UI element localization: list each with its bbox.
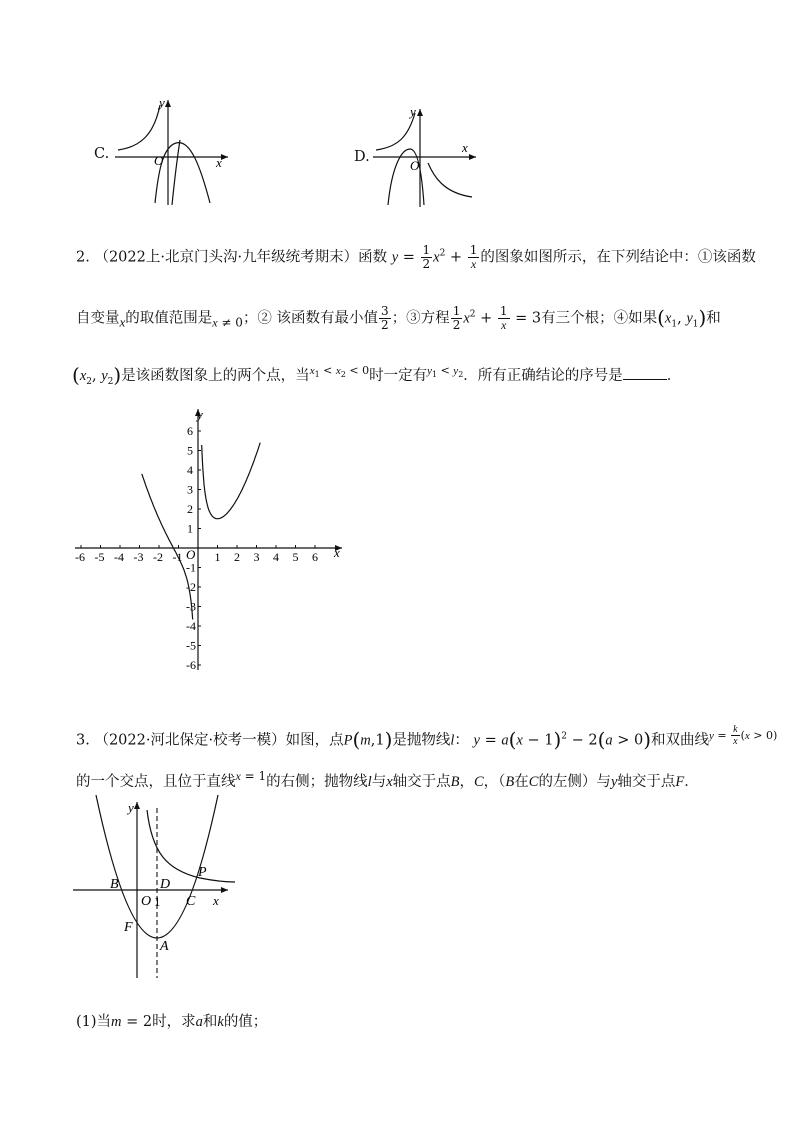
q2-x-tick: 4 (273, 550, 279, 564)
q2-line1: 2. （2022上·北京门头沟·九年级统考期末）函数 y = $\frac{1}{2}$ $x^2$ + $\frac{1}{x}$ 的图象如图所示，在下列结论中：①该函数 (76, 243, 756, 271)
q2-y-tick: -5 (186, 638, 196, 653)
q2-y-axis-label: y (197, 407, 203, 422)
svg-text:y: y (159, 95, 165, 110)
q2-x-tick: -3 (133, 550, 144, 564)
q3-line2: 的一个交点，且位于直线$^{x = 1}$的右侧；抛物线l与x轴交于点B，C，（B在C的左侧）与y轴交于点F． (76, 769, 699, 790)
q3-point-b: B (110, 877, 119, 892)
q2-x-tick: -1 (172, 550, 183, 564)
q3-point-d: D (160, 877, 171, 892)
q2-y-tick: 3 (187, 482, 193, 497)
q3-figure (70, 790, 240, 980)
q3-origin: O (141, 894, 152, 909)
q2-x-tick: 5 (292, 550, 299, 564)
q3-x-label: x (213, 893, 219, 908)
q2-function-graph (70, 405, 360, 675)
q2-y-tick: -1 (186, 560, 196, 575)
q2-x-tick: -6 (75, 550, 85, 564)
q2-line3: ($x_2$, $y_2$)是该函数图象上的两个点，当$^{x_1 < x_2 < 0}$时一定有$^{y_1 < y_2}$．所有正确结论的序号是 ． (72, 363, 682, 387)
q2-y-tick: -3 (186, 599, 196, 614)
q2-x-tick: -2 (153, 550, 163, 564)
q2-y-tick: 6 (187, 424, 193, 438)
q2-number: 2. (76, 249, 90, 266)
q2-y-tick: 2 (187, 502, 193, 516)
svg-text:x: x (216, 155, 222, 170)
q2-y-tick: 1 (187, 521, 193, 536)
q2-x-tick: -4 (114, 550, 124, 564)
q2-x-tick: 3 (253, 550, 260, 564)
q3-point-a: A (160, 939, 169, 954)
q3-line1: 3. （2022·河北保定·校考一模）如图，点P(m,1)是抛物线l： $y = a(x - 1)^2 - 2(a > 0)$和双曲线$^{y = \frac{k}{x} (x > 0)}$ (76, 724, 778, 752)
q2-y-tick: 5 (187, 443, 193, 458)
q2-x-tick: -5 (94, 550, 105, 564)
option-c-label: C. (94, 146, 110, 162)
q2-y-tick: -4 (186, 619, 196, 633)
q2-y-tick: 4 (187, 463, 193, 477)
svg-text:x: x (462, 140, 468, 155)
option-d-graph (368, 105, 483, 210)
q3-one-label: 1 (154, 894, 161, 909)
option-d-label: D. (354, 149, 370, 165)
q2-y-tick: -2 (186, 580, 196, 594)
svg-text:O: O (154, 153, 164, 168)
answer-blank[interactable] (623, 367, 667, 380)
q3-y-label: y (128, 800, 134, 815)
q3-part1: (1)当m = 2时，求a和k的值； (76, 1014, 268, 1030)
q3-point-p: P (198, 865, 207, 880)
option-c-graph (110, 95, 235, 210)
q3-source: （2022·河北保定·校考一模） (94, 732, 286, 749)
svg-text:O: O (410, 158, 420, 173)
q2-x-tick: 1 (214, 550, 221, 564)
q2-line2: 自变量$_x$的取值范围是$_{x \ne 0}$；② 该函数有最小值 $\frac{3}{2}$ ；③方程 $\frac{1}{2}$ $x^2$ + $\frac{1}{x}$ = 3有三个根；④如果($x_1$, $y_1$)和 (76, 304, 721, 332)
q3-point-c: C (186, 894, 196, 909)
q2-y-tick: -6 (186, 658, 196, 672)
q3-point-f: F (124, 920, 133, 935)
q2-origin-label: O (186, 547, 196, 562)
q2-source: （2022上·北京门头沟·九年级统考期末） (94, 249, 359, 266)
q2-x-tick: 6 (312, 550, 318, 564)
q2-x-axis-label: x (334, 545, 340, 560)
q3-number: 3. (76, 732, 90, 749)
svg-text:y: y (410, 105, 416, 119)
q2-x-tick: 2 (234, 550, 240, 564)
